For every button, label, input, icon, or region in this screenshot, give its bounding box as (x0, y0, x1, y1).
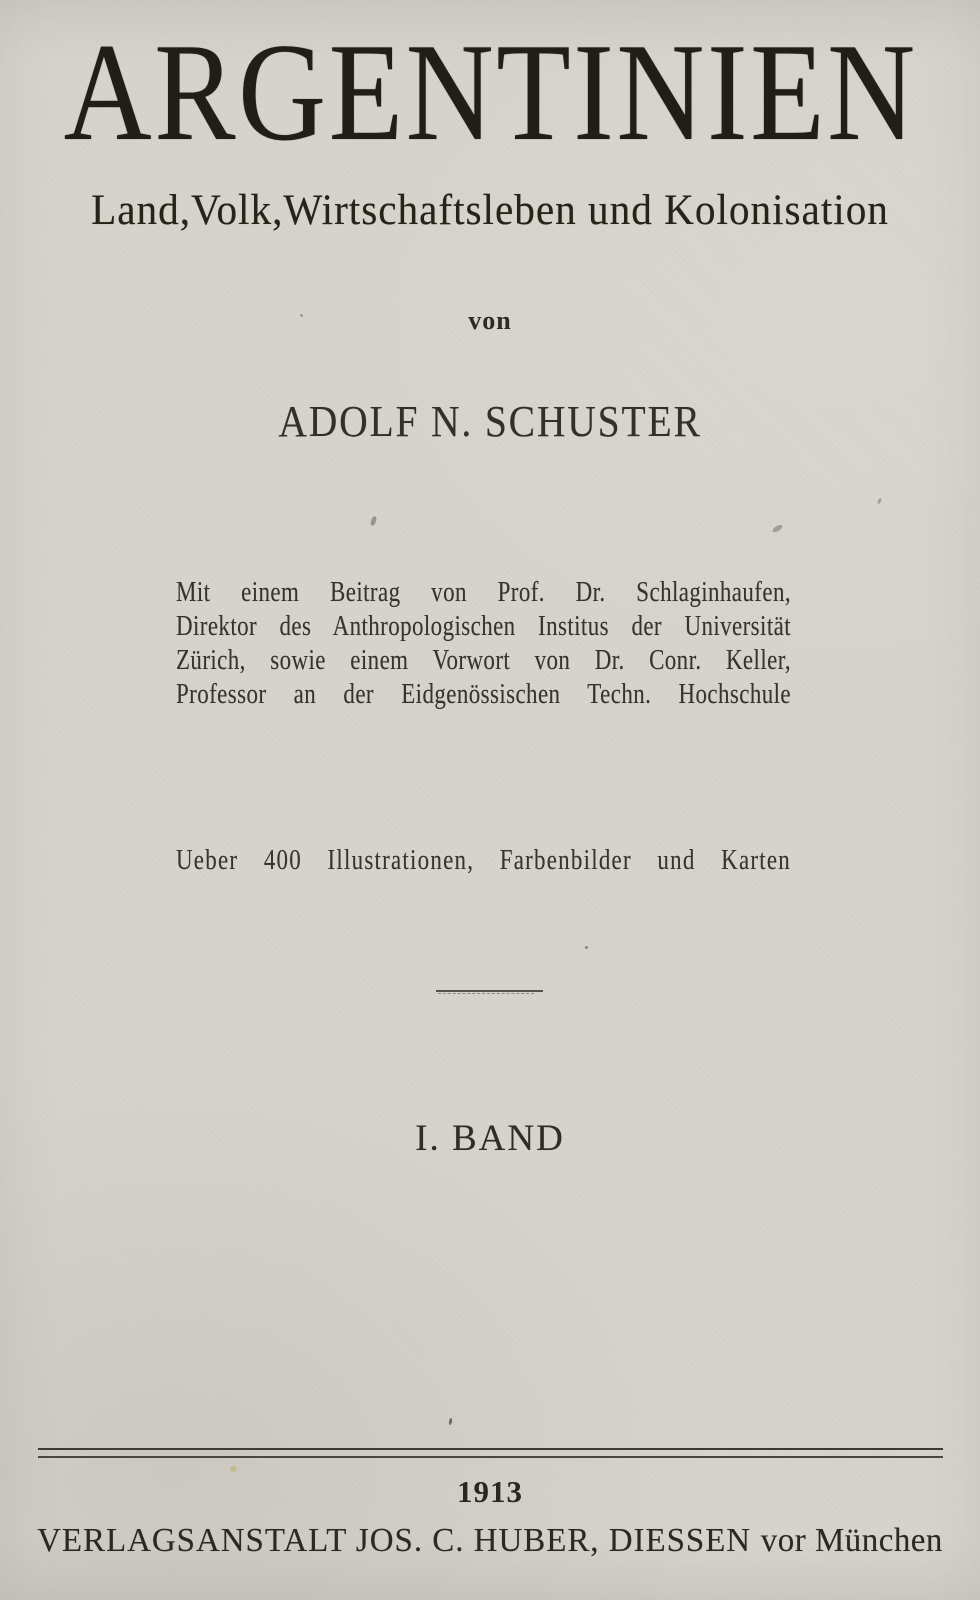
book-title: ARGENTINIEN (63, 15, 918, 170)
short-divider-subrule (438, 993, 534, 994)
illustrations-note: Ueber 400 Illustrationen, Farbenbilder und Karten (176, 845, 791, 876)
byline-label: von (468, 306, 512, 335)
contribution-line: Professor an der Eidgenössischen Techn. Hochschule (176, 679, 791, 710)
double-rule-lower (38, 1456, 943, 1458)
publication-year: 1913 (457, 1474, 523, 1509)
short-divider-rule (436, 990, 543, 998)
volume-number: I. BAND (415, 1118, 565, 1159)
publisher-name: VERLAGSANSTALT JOS. C. HUBER, DIESSEN (37, 1522, 752, 1559)
double-rule-upper (38, 1448, 943, 1450)
book-subtitle: Land,Volk,Wirtschaftsleben und Kolonisation (91, 187, 889, 234)
author-name: ADOLF N. SCHUSTER (278, 397, 702, 446)
paper-speck (585, 946, 588, 949)
contribution-line: Direktor des Anthropologischen Institus der Universität (176, 611, 791, 642)
contribution-line: Mit einem Beitrag von Prof. Dr. Schlaginhaufen, (176, 577, 791, 608)
paper-speck (877, 498, 882, 505)
paper-speck (370, 515, 378, 526)
paper-speck (300, 314, 303, 317)
contribution-note (176, 576, 791, 712)
contribution-line: Zürich, sowie einem Vorwort von Dr. Conr. Keller, (176, 645, 791, 676)
publisher-location-suffix: vor München (760, 1522, 943, 1559)
paper-speck (448, 1418, 452, 1425)
paper-speck (772, 523, 784, 533)
publisher-line (15, 1524, 966, 1558)
paper-speck (230, 1466, 237, 1472)
